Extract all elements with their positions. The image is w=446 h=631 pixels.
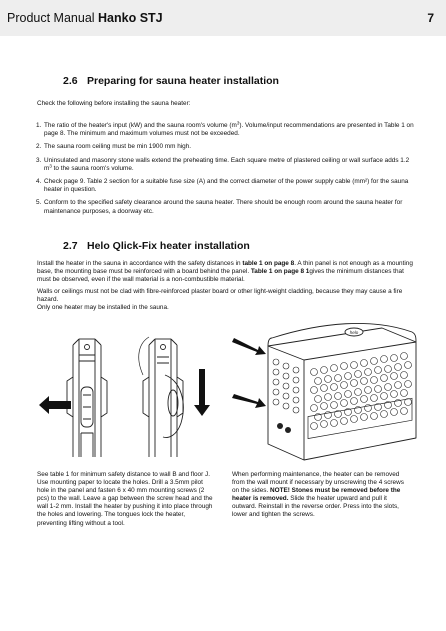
manual-title (7, 11, 163, 25)
list-item (37, 199, 415, 215)
item-sup: 3 (236, 120, 240, 126)
heater-illustration (232, 318, 424, 468)
item-text: The sauna room ceiling must be min 1900 mm high. (44, 143, 192, 151)
para-text: . A thin panel is not enough as a mounting base, the mounting base must be reinforced with a board behind the panel. (37, 260, 413, 276)
item-text-cont: ). Volume/input recommendations are presented in Table 1 on page 8. The minimum and maximum volumes must not be exceeded. (44, 122, 414, 138)
caption-right (232, 471, 412, 520)
item-text: Conform to the specified safety clearance around the sauna heater. There should be enough room around the sauna heater for maintenance purposes, a doorway etc. (44, 199, 403, 215)
wall-mount-illustration (35, 317, 217, 465)
item-text: The ratio of the heater's input (kW) and the sauna room's volume (m (44, 122, 237, 129)
title-brand: Hanko STJ (98, 11, 163, 25)
section-2-7-heading (63, 240, 250, 252)
side-grille (273, 359, 299, 413)
helo-logo-text: helo (349, 330, 359, 335)
table-ref: table 1 on page 8 (242, 260, 295, 267)
section-2-6-heading (63, 75, 279, 87)
table-ref: Table 1 on page 8 1 (250, 268, 310, 276)
section-number: 2.7 (63, 240, 78, 252)
caption-text-cont: Slide the heater upward and pull it outward. Reinstall in the reverse order. Press into the slots, lower and tighten the screws. (232, 495, 399, 519)
page-number: 7 (427, 11, 434, 25)
list-item (37, 122, 415, 138)
arrow-down-icon (194, 369, 210, 416)
arrow-right-icon (232, 338, 266, 355)
section-2-7-paragraph-3: Only one heater may be installed in the sauna. (37, 304, 169, 311)
item-number: 3. (36, 156, 42, 164)
page-header (0, 0, 446, 36)
list-item (37, 157, 415, 173)
control-panel (277, 398, 412, 438)
item-text: Uninsulated and masonry stone walls extend the preheating time. Each square metre of plastered ceiling or wall surface adds 1.2 m (44, 156, 410, 172)
para-text: gives the minimum distances that must be observed, even if the wall material is a non-combustible material. (37, 268, 404, 284)
section-2-7-paragraph-1 (37, 260, 419, 284)
item-text: Check page 9. Table 2 section for a suitable fuse size (A) and the correct diameter of the power supply cable (mm²) for the sauna heater in question. (44, 178, 409, 194)
para-text: Install the heater in the sauna in accordance with the safety distances in (37, 260, 243, 267)
section-2-6-intro: Check the following before installing the sauna heater: (37, 100, 191, 107)
arrow-left-icon (39, 396, 71, 414)
caption-left: See table 1 for minimum safety distance to wall B and floor J. Use mounting paper to locate the holes. Drill a 3.5mm pilot hole in the panel and fasten 6 x 40 mm mounting screws (2 pcs) to the wall. Leave a gap between the screw head and the wall 1-2 mm. Install the heater by pushing it into place through the holes and lowering. The tongues lock the heater, preventing lifting without a tool. (37, 471, 213, 527)
item-number: 5. (36, 199, 42, 207)
section-2-7-paragraph-2: Walls or ceilings must not be clad with fibre-reinforced plaster board or other light-weight cladding, because they may cause a fire hazard. (37, 288, 403, 304)
section-number: 2.6 (63, 75, 78, 87)
checklist (37, 122, 415, 221)
section-title: Preparing for sauna heater installation (87, 75, 279, 87)
arrow-right-icon (232, 394, 266, 408)
item-text-cont: to the sauna room's volume. (51, 164, 134, 172)
item-number: 4. (36, 178, 42, 186)
heater-body (268, 323, 416, 460)
section-title: Helo Qlick-Fix heater installation (87, 240, 250, 252)
item-number: 1. (36, 122, 42, 129)
guide-curve (139, 337, 149, 375)
mount-bracket-left (67, 339, 107, 457)
caption-text: When performing maintenance, the heater can be removed from the wall mount if necessary by unscrewing the 4 screws on the sides. (232, 471, 404, 495)
title-prefix: Product Manual (7, 11, 99, 25)
caption-note: NOTE! Stones must be removed before the heater is removed. (232, 487, 401, 503)
list-item (37, 143, 415, 151)
list-item (37, 178, 415, 194)
mount-bracket-right (143, 339, 183, 457)
item-number: 2. (36, 143, 42, 151)
heater-grille (311, 353, 412, 430)
item-sup: 3 (49, 163, 52, 169)
